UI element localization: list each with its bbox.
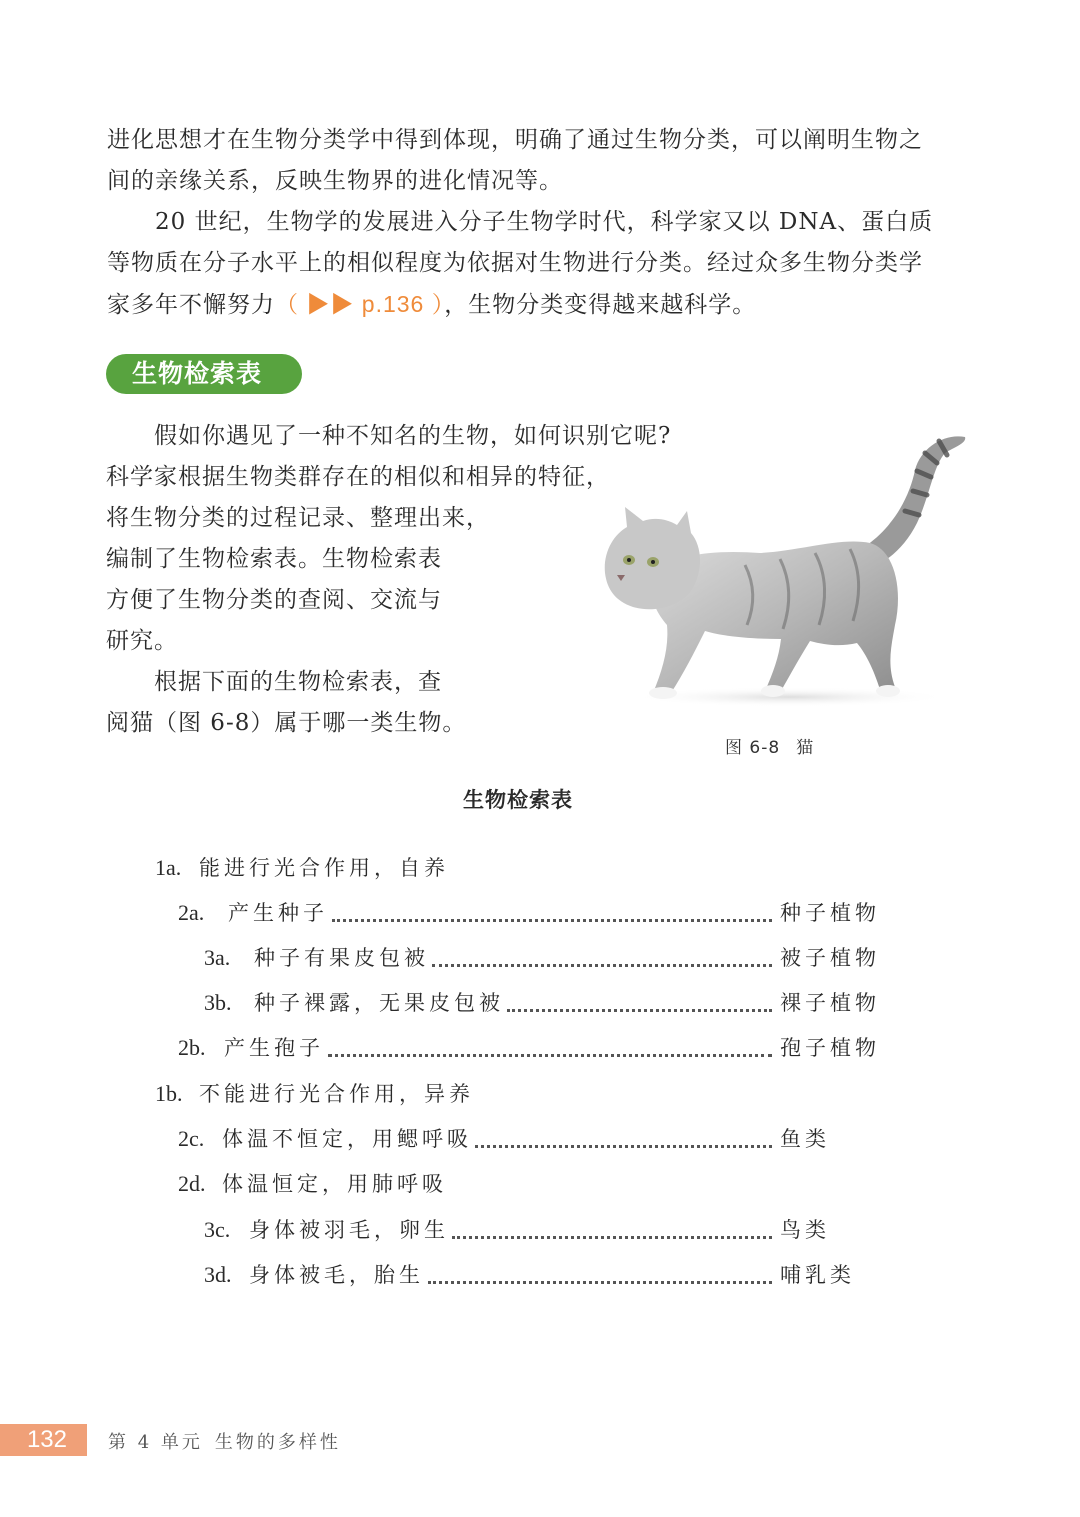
entry-result: 哺乳类 (780, 1263, 855, 1287)
intro-text (106, 416, 671, 744)
intro-line: 将生物分类的过程记录、整理出来， (106, 505, 490, 531)
entry-result: 孢子植物 (780, 1036, 880, 1060)
entry-code: 2c. (178, 1126, 205, 1151)
paragraph-1-line-1: 进化思想才在生物分类学中得到体现，明确了通过生物分类，可以阐明生物之 (107, 127, 923, 153)
key-entry (0, 848, 1080, 888)
key-entry (0, 1255, 1080, 1295)
intro-line: 科学家根据生物类群存在的相似和相异的特征， (106, 464, 610, 490)
leader-dots (452, 1236, 772, 1239)
unit-title: 生物的多样性 (214, 1432, 341, 1453)
cat-shadow (630, 687, 950, 707)
entry-code: 3d. (204, 1262, 232, 1287)
line-3-text-b: ，生物分类变得越来越科学。 (444, 292, 757, 318)
cat-photo (595, 425, 975, 710)
paragraph-2-line-1: 20 世纪，生物学的发展进入分子生物学时代，科学家又以 DNA、蛋白质 (155, 209, 934, 235)
entry-text: 能进行光合作用，自养 (199, 856, 449, 880)
unit-label: 第 4 单元 (108, 1432, 203, 1453)
entry-text: 体温恒定，用肺呼吸 (222, 1172, 447, 1196)
entry-text: 种子有果皮包被 (254, 946, 429, 970)
intro-line: 编制了生物检索表。生物检索表 (106, 546, 442, 572)
line-3-text-a: 家多年不懈努力 (107, 292, 275, 318)
paragraph-1-line-2: 间的亲缘关系，反映生物界的进化情况等。 (107, 168, 563, 194)
page-number: 132 (0, 1424, 87, 1456)
leader-dots (475, 1145, 772, 1148)
intro-line: 假如你遇见了一种不知名的生物，如何识别它呢? (154, 423, 672, 449)
figure-title: 猫 (796, 738, 815, 758)
entry-code: 3a. (204, 945, 231, 970)
entry-result: 鱼类 (780, 1127, 830, 1151)
entry-text: 产生孢子 (224, 1036, 324, 1060)
entry-code: 2d. (178, 1171, 206, 1196)
key-entry (0, 1028, 1080, 1068)
paragraph-1 (107, 120, 957, 202)
entry-code: 3c. (204, 1217, 231, 1242)
key-title: 生物检索表 (463, 788, 573, 812)
key-entry (0, 1164, 1080, 1204)
cat-paw (649, 687, 677, 699)
key-entry (0, 983, 1080, 1023)
entry-text: 产生种子 (228, 901, 328, 925)
cat-paw (876, 685, 900, 697)
intro-line: 方便了生物分类的查阅、交流与 (106, 587, 442, 613)
entry-result: 裸子植物 (780, 991, 880, 1015)
section-heading: 生物检索表 (106, 354, 302, 394)
entry-code: 1a. (155, 855, 182, 880)
entry-code: 2a. (178, 900, 205, 925)
leader-dots (428, 1281, 772, 1284)
key-entry (0, 1074, 1080, 1114)
cat-paw (761, 685, 785, 697)
key-entry (0, 893, 1080, 933)
paragraph-2-line-2: 等物质在分子水平上的相似程度为依据对生物进行分类。经过众多生物分类学 (107, 250, 923, 276)
entry-text: 不能进行光合作用，异养 (199, 1082, 474, 1106)
key-entry (0, 1119, 1080, 1159)
entry-code: 3b. (204, 990, 232, 1015)
leader-dots (328, 1054, 772, 1057)
figure-number: 图 6-8 (725, 738, 781, 758)
entry-result: 被子植物 (780, 946, 880, 970)
page-cross-reference-link[interactable]: （ ▶▶ p.136 ） (275, 291, 445, 317)
intro-line: 根据下面的生物检索表，查 (154, 669, 442, 695)
entry-result: 种子植物 (780, 901, 880, 925)
entry-code: 2b. (178, 1035, 206, 1060)
paragraph-2 (107, 202, 957, 326)
entry-result: 鸟类 (780, 1218, 830, 1242)
entry-text: 身体被羽毛，卵生 (249, 1218, 449, 1242)
entry-text: 种子裸露，无果皮包被 (254, 991, 504, 1015)
figure-caption (725, 733, 814, 758)
entry-text: 身体被毛，胎生 (249, 1263, 424, 1287)
leader-dots (507, 1009, 772, 1012)
entry-code: 1b. (155, 1081, 183, 1106)
intro-line: 阅猫（图 6-8）属于哪一类生物。 (106, 710, 467, 736)
cat-tail (867, 436, 965, 565)
running-footer (108, 1428, 341, 1454)
paragraph-2-line-3 (107, 284, 957, 326)
leader-dots (332, 919, 772, 922)
entry-text: 体温不恒定，用鳃呼吸 (222, 1127, 472, 1151)
intro-line: 研究。 (106, 628, 178, 654)
key-entry (0, 938, 1080, 978)
key-entry (0, 1210, 1080, 1250)
leader-dots (432, 964, 772, 967)
